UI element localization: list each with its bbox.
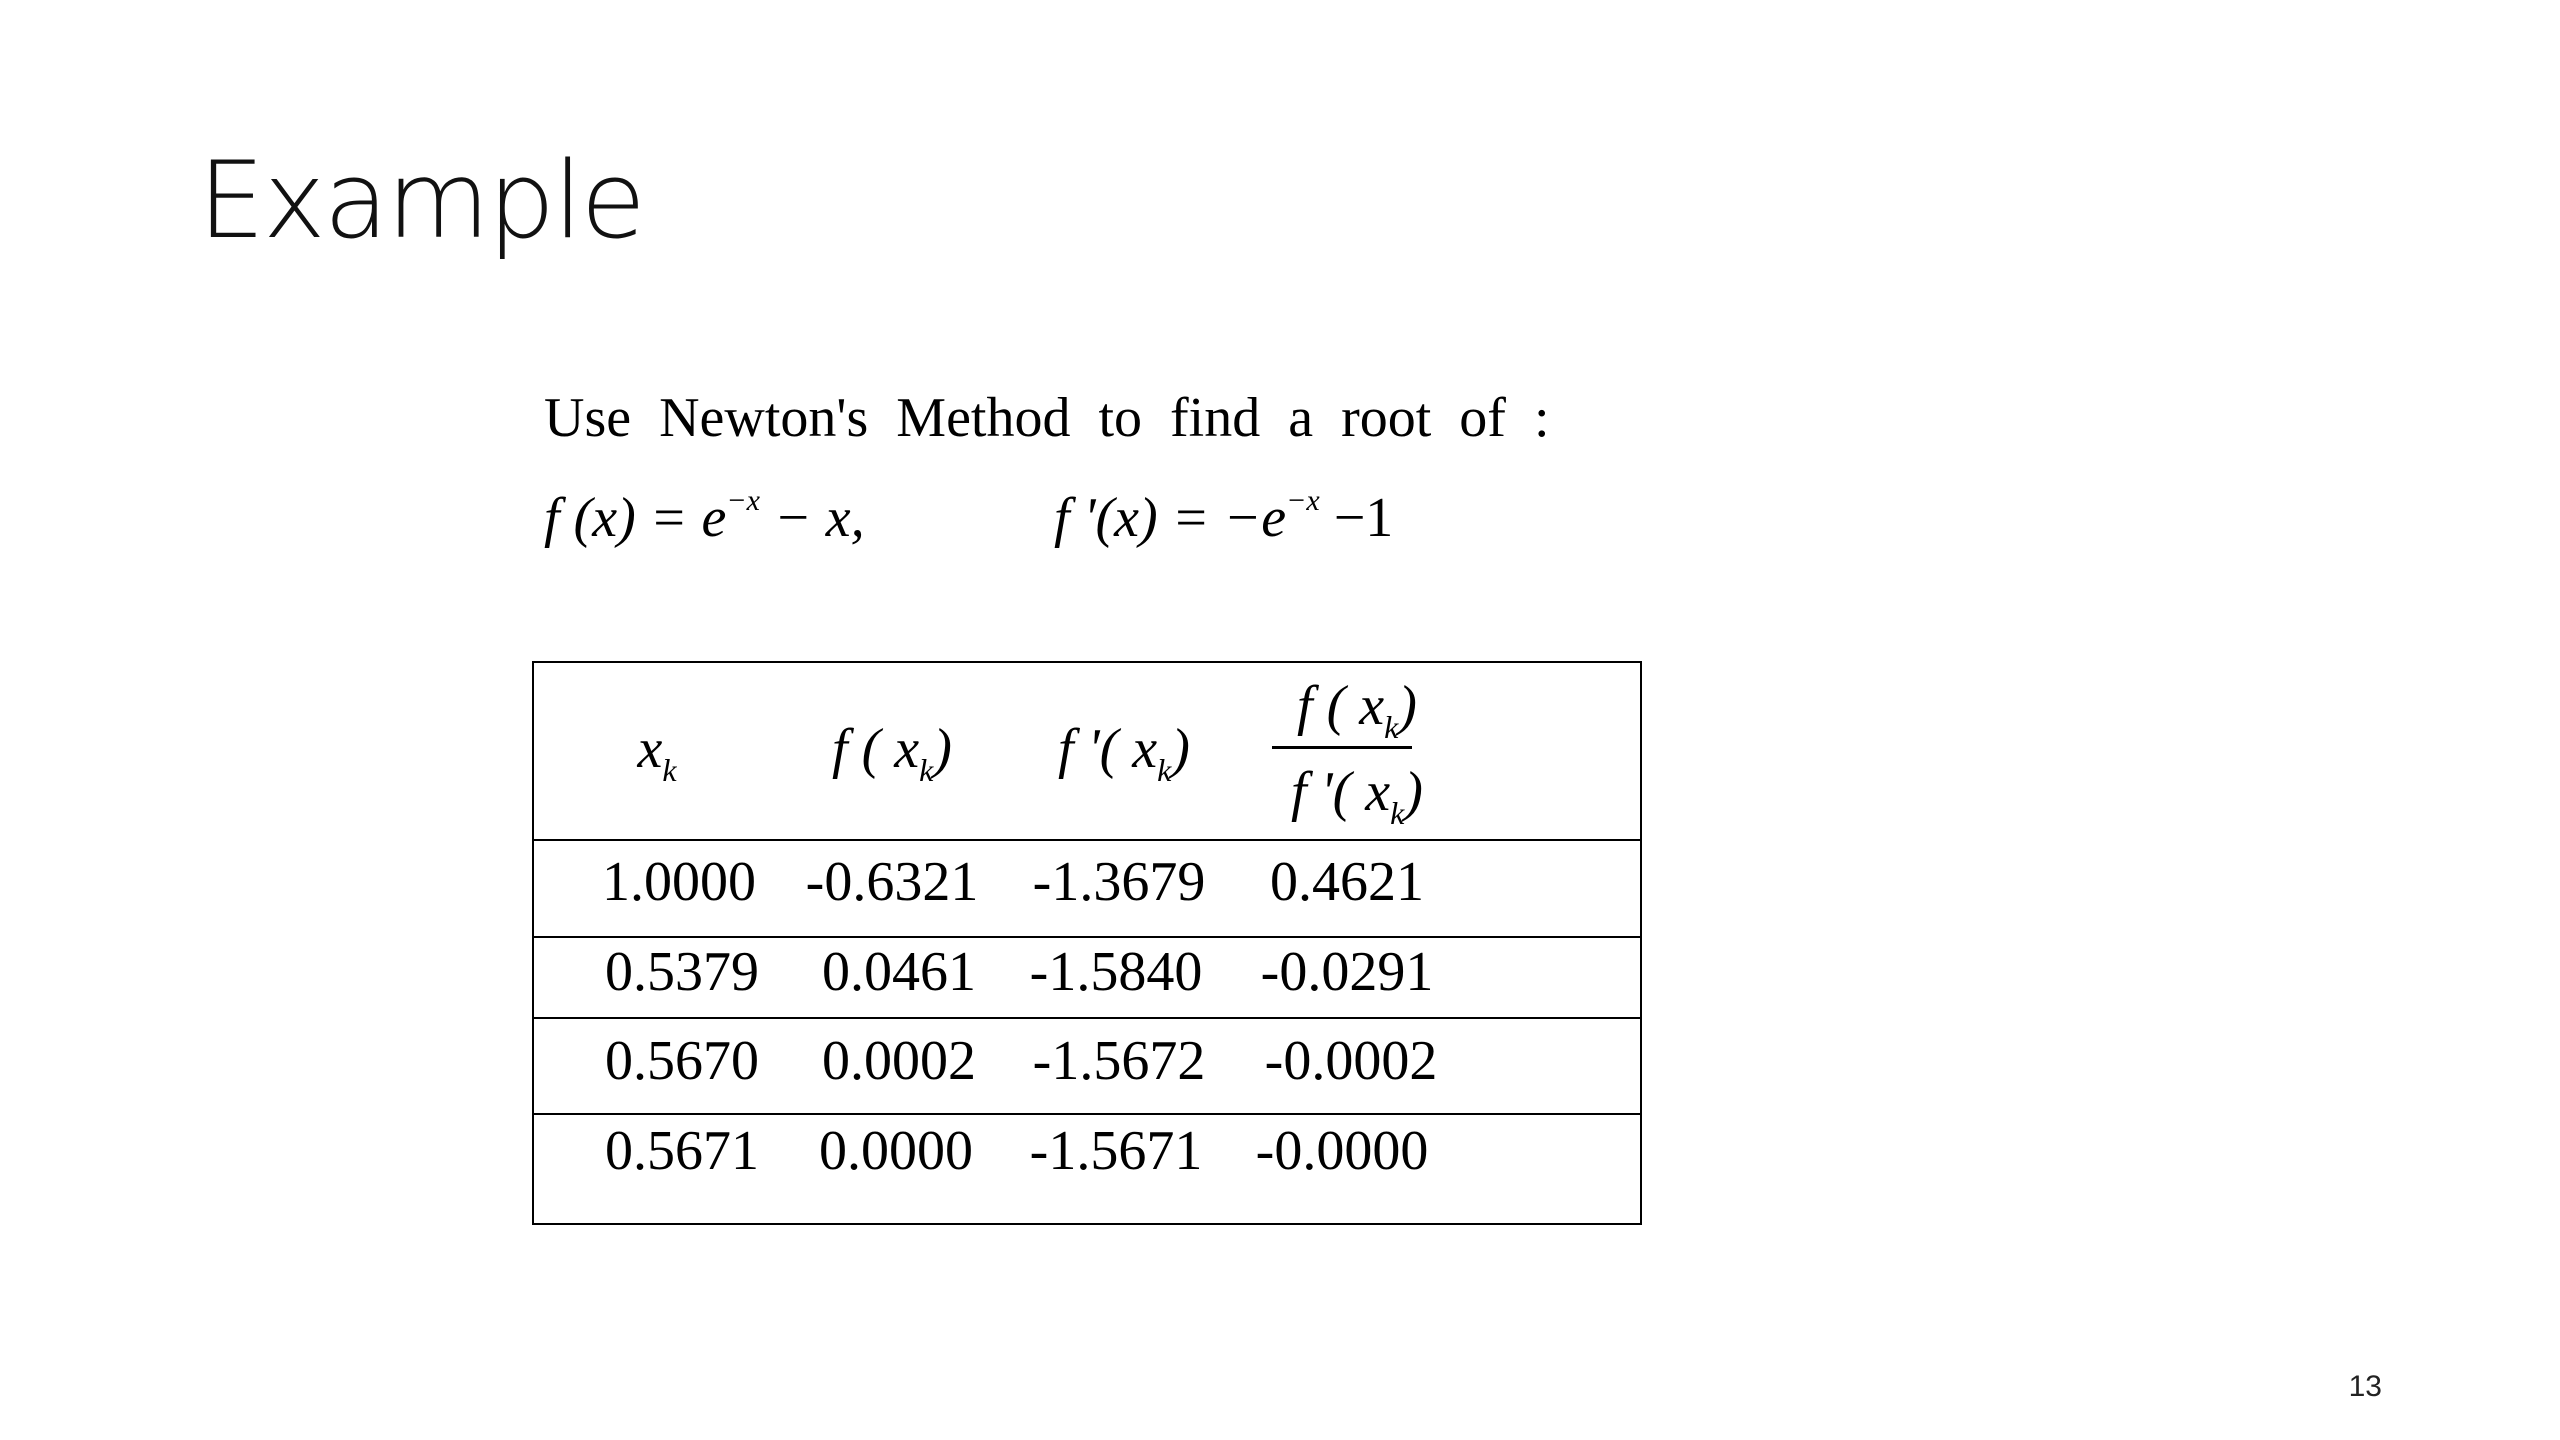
cell-row4-xk: 0.5671: [605, 1120, 759, 1182]
header-ratio-fraction-bar: [1272, 746, 1412, 749]
header-f-xk-sub: k: [919, 752, 934, 788]
header-fprime-xk-post: ): [1171, 718, 1190, 780]
header-ratio-num-pre: f ( x: [1297, 675, 1385, 737]
page-number: 13: [2348, 1370, 2382, 1403]
cell-row1-f: -0.6321: [805, 851, 979, 913]
row-divider: [534, 936, 1640, 938]
cell-row3-ratio: -0.0002: [1264, 1030, 1438, 1092]
cell-row3-f: 0.0002: [822, 1030, 976, 1092]
cell-row4-fprime: -1.5671: [1029, 1120, 1203, 1182]
cell-row2-fprime: -1.5840: [1029, 941, 1203, 1003]
header-ratio-num-post: ): [1398, 675, 1417, 737]
header-xk: [637, 718, 677, 788]
function-exponent: −x: [726, 484, 760, 517]
cell-row2-xk: 0.5379: [605, 941, 759, 1003]
cell-row1-fprime: -1.3679: [1032, 851, 1206, 913]
cell-row4-ratio: -0.0000: [1255, 1120, 1429, 1182]
row-divider: [534, 1017, 1640, 1019]
derivative-formula: [1054, 484, 1394, 549]
function-formula: [544, 484, 865, 549]
function-rhs: − x,: [759, 487, 865, 549]
slide-title: Example: [198, 139, 644, 262]
cell-row1-xk: 1.0000: [602, 851, 756, 913]
cell-row3-xk: 0.5670: [605, 1030, 759, 1092]
header-f-xk: [832, 718, 952, 788]
header-ratio-den-sub: k: [1390, 795, 1405, 831]
problem-statement: Use Newton's Method to find a root of :: [544, 387, 1550, 449]
header-fprime-xk: [1058, 718, 1190, 788]
cell-row2-ratio: -0.0291: [1260, 941, 1434, 1003]
header-f-xk-post: ): [933, 718, 952, 780]
header-ratio-den-post: ): [1404, 761, 1423, 823]
cell-row2-f: 0.0461: [822, 941, 976, 1003]
newton-iteration-table: [532, 661, 1642, 1225]
header-fprime-xk-pre: f '( x: [1058, 718, 1158, 780]
header-ratio-num-sub: k: [1384, 709, 1399, 745]
header-ratio-denominator: [1291, 761, 1423, 831]
header-fprime-xk-sub: k: [1157, 752, 1172, 788]
row-divider: [534, 1113, 1640, 1115]
cell-row1-ratio: 0.4621: [1270, 851, 1424, 913]
cell-row4-f: 0.0000: [819, 1120, 973, 1182]
derivative-rhs: −1: [1319, 487, 1394, 549]
derivative-lhs: f '(x) = −e: [1054, 487, 1287, 549]
function-lhs: f (x) = e: [544, 487, 727, 549]
header-ratio-den-pre: f '( x: [1291, 761, 1391, 823]
header-f-xk-pre: f ( x: [832, 718, 920, 780]
header-ratio-numerator: [1297, 675, 1417, 745]
derivative-exponent: −x: [1286, 484, 1320, 517]
header-xk-base: x: [637, 718, 663, 780]
header-divider: [534, 839, 1640, 841]
cell-row3-fprime: -1.5672: [1032, 1030, 1206, 1092]
header-xk-sub: k: [662, 752, 677, 788]
